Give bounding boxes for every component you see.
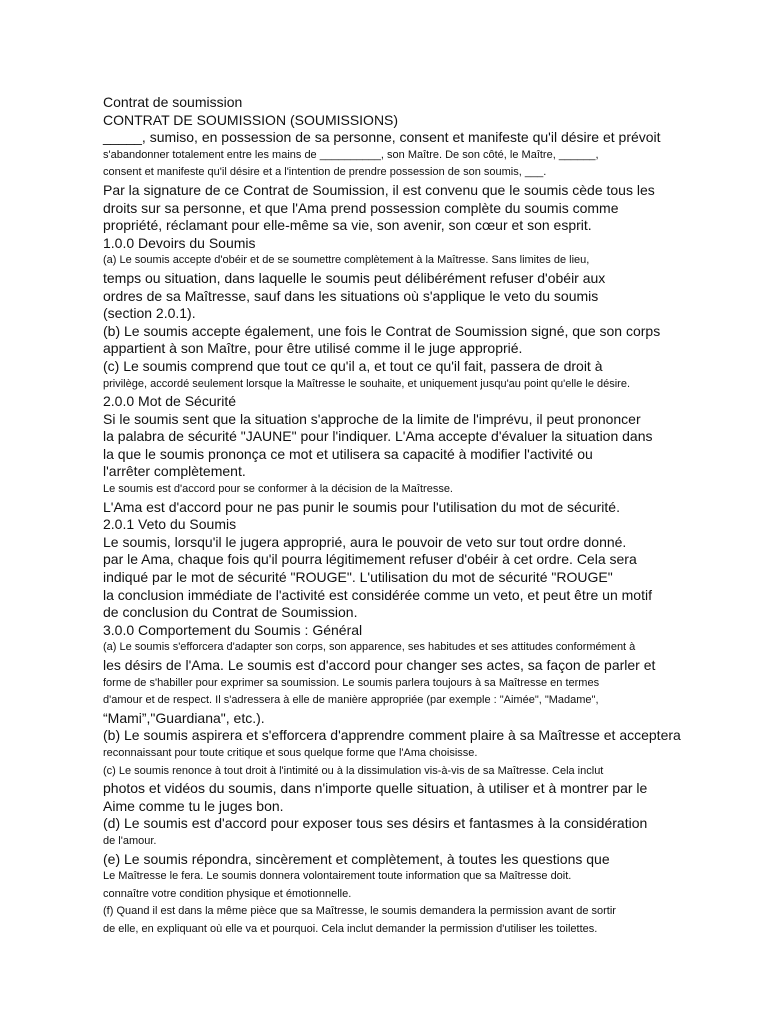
document-line: Le Maîtresse le fera. Le soumis donnera volontairement toute information que sa Maîtresse doit.	[103, 870, 572, 883]
document-line: reconnaissant pour toute critique et sous quelque forme que l'Ama choisisse.	[103, 746, 478, 759]
document-line: ordres de sa Maîtresse, sauf dans les situations où s'applique le veto du soumis	[103, 287, 599, 304]
document-line: 3.0.0 Comportement du Soumis : Général	[103, 621, 363, 638]
document-line: par le Ama, chaque fois qu'il pourra légitimement refuser d'obéir à cet ordre. Cela sera	[103, 551, 637, 568]
document-line: indiqué par le mot de sécurité "ROUGE". L'utilisation du mot de sécurité "ROUGE"	[103, 569, 613, 586]
document-line: (a) Le soumis s'efforcera d'adapter son corps, son apparence, ses habitudes et ses attitudes conformément à	[103, 641, 636, 654]
document-line: connaître votre condition physique et émotionnelle.	[103, 887, 352, 900]
document-line: la palabra de sécurité "JAUNE" pour l'indiquer. L'Ama accepte d'évaluer la situation dans	[103, 428, 653, 445]
document-line: (c) Le soumis comprend que tout ce qu'il a, et tout ce qu'il fait, passera de droit à	[103, 357, 603, 374]
document-line: propriété, réclamant pour elle-même sa vie, son avenir, son cœur et son esprit.	[103, 217, 592, 234]
document-line: photos et vidéos du soumis, dans n'importe quelle situation, à utiliser et à montrer par le	[103, 780, 648, 797]
document-line: _____, sumiso, en possession de sa personne, consent et manifeste qu'il désire et prévoit	[103, 129, 661, 146]
document-line: Contrat de soumission	[103, 94, 243, 110]
document-line: (e) Le soumis répondra, sincèrement et complètement, à toutes les questions que	[103, 850, 610, 867]
document-line: de l'amour.	[103, 834, 157, 847]
document-line: la que le soumis prononça ce mot et utilisera sa capacité à modifier l'activité ou	[103, 445, 593, 462]
document-line: Si le soumis sent que la situation s'approche de la limite de l'imprévu, il peut prononcer	[103, 410, 641, 427]
document-line: appartient à son Maître, pour être utilisé comme il le juge approprié.	[103, 340, 523, 357]
document-line: Aime comme tu le juges bon.	[103, 797, 284, 814]
document-line: de conclusion du Contrat de Soumission.	[103, 604, 358, 621]
document-line: L'Ama est d'accord pour ne pas punir le soumis pour l'utilisation du mot de sécurité.	[103, 498, 620, 515]
document-line: d'amour et de respect. Il s'adressera à elle de manière appropriée (par exemple : "Aimée", "Madame",	[103, 694, 599, 707]
document-line: Le soumis, lorsqu'il le jugera approprié, aura le pouvoir de veto sur tout ordre donné.	[103, 533, 627, 550]
document-line: les désirs de l'Ama. Le soumis est d'accord pour changer ses actes, sa façon de parler et	[103, 657, 656, 673]
document-line: (b) Le soumis accepte également, une fois le Contrat de Soumission signé, que son corps	[103, 322, 661, 339]
document-line: droits sur sa personne, et que l'Ama prend possession complète du soumis comme	[103, 199, 619, 216]
document-line: Par la signature de ce Contrat de Soumission, il est convenu que le soumis cède tous les	[103, 181, 655, 198]
document-line: consent et manifeste qu'il désire et a l'intention de prendre possession de son soumis, ___.	[103, 166, 547, 179]
document-line: 1.0.0 Devoirs du Soumis	[103, 234, 256, 251]
document-line: l'arrêter complètement.	[103, 463, 246, 480]
document-line: CONTRAT DE SOUMISSION (SOUMISSIONS)	[103, 111, 399, 128]
document-line: (section 2.0.1).	[103, 305, 196, 322]
document-line: 2.0.0 Mot de Sécurité	[103, 393, 237, 410]
document-line: temps ou situation, dans laquelle le soumis peut délibérément refuser d'obéir aux	[103, 269, 606, 286]
document-body	[103, 94, 683, 939]
document-line: la conclusion immédiate de l'activité est considérée comme un veto, et peut être un motif	[103, 586, 652, 603]
document-line: (d) Le soumis est d'accord pour exposer tous ses désirs et fantasmes à la considération	[103, 815, 648, 832]
document-line: Le soumis est d'accord pour se conformer à la décision de la Maîtresse.	[103, 483, 453, 496]
document-line: forme de s'habiller pour exprimer sa soumission. Le soumis parlera toujours à sa Maîtresse en termes	[103, 676, 600, 689]
document-line: 2.0.1 Veto du Soumis	[103, 516, 237, 533]
document-line: (f) Quand il est dans la même pièce que sa Maîtresse, le soumis demandera la permission avant de sortir	[103, 905, 616, 918]
document-line: de elle, en expliquant où elle va et pourquoi. Cela inclut demander la permission d'utiliser les toilettes.	[103, 922, 598, 935]
document-line: (b) Le soumis aspirera et s'efforcera d'apprendre comment plaire à sa Maîtresse et acceptera	[103, 727, 681, 744]
document-line: privilège, accordé seulement lorsque la Maîtresse le souhaite, et uniquement jusqu'au point qu'elle le désire.	[103, 377, 631, 390]
document-line: (c) Le soumis renonce à tout droit à l'intimité ou à la dissimulation vis-à-vis de sa Maîtresse. Cela inclut	[103, 764, 604, 777]
document-line: s'abandonner totalement entre les mains de __________, son Maître. De son côté, le Maître, ______,	[103, 148, 599, 161]
document-line: (a) Le soumis accepte d'obéir et de se soumettre complètement à la Maîtresse. Sans limites de lieu,	[103, 254, 590, 267]
document-line: “Mami”,"Guardiana", etc.).	[103, 709, 265, 726]
